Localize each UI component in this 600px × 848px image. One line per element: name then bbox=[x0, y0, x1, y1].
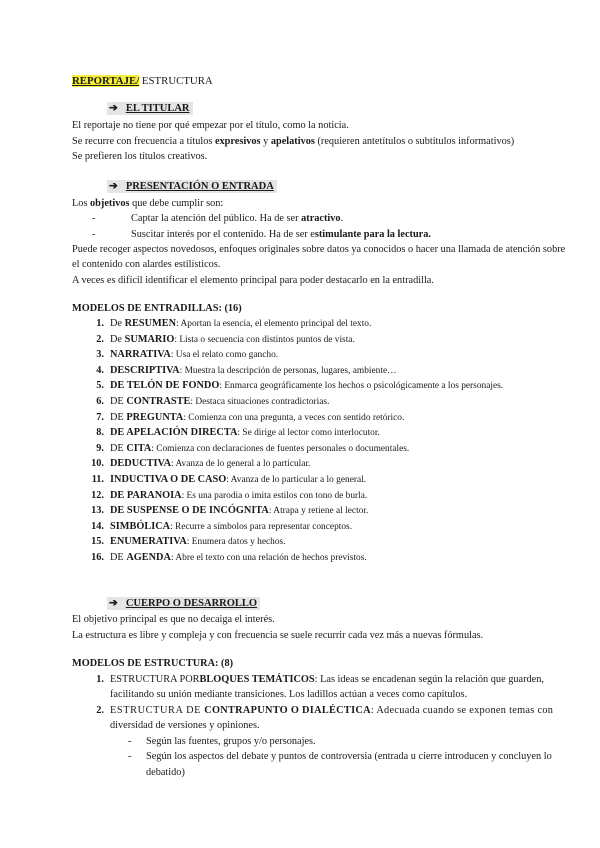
arrow-icon: ➔ bbox=[109, 181, 118, 192]
title-rest: ESTRUCTURA bbox=[139, 75, 213, 87]
section-heading-entrada: ➔ PRESENTACIÓN O ENTRADA bbox=[107, 179, 277, 195]
list-number: 15. bbox=[91, 536, 104, 548]
list-number: 2. bbox=[96, 705, 104, 716]
dash-bullet: - bbox=[92, 229, 96, 240]
list-number: 7. bbox=[96, 411, 104, 423]
paragraph-line: El objetivo principal es que no decaiga el interés. bbox=[72, 614, 275, 625]
document-title bbox=[72, 74, 213, 90]
section-heading-cuerpo: ➔ CUERPO O DESARROLLO bbox=[107, 596, 260, 612]
estructura-item-cont: facilitando su unión mediante transiciones. Los ladillos actúan a veces como capítulos. bbox=[110, 689, 468, 700]
entradilla-item: DE PARANOIA: Es una parodia o imita estilos con tono de burla. bbox=[110, 489, 368, 501]
paragraph-line: Los objetivos que debe cumplir son: bbox=[72, 198, 224, 209]
entradilla-item: SIMBÓLICA: Recurre a símbolos para representar conceptos. bbox=[110, 520, 353, 532]
entradilla-item: DE TELÓN DE FONDO: Enmarca geográficamente los hechos o psicológicamente a los personajes. bbox=[110, 380, 504, 392]
dash-bullet: - bbox=[128, 736, 132, 747]
paragraph-line: La estructura es libre y compleja y con frecuencia se suele recurrir cada vez más a nuevas fórmulas. bbox=[72, 630, 484, 641]
paragraph-line: el contenido con alardes estilísticos. bbox=[72, 259, 221, 270]
paragraph-line: El reportaje no tiene por qué empezar por el título, como la noticia. bbox=[72, 120, 349, 131]
goal-item: Suscitar interés por el contenido. Ha de ser estimulante para la lectura. bbox=[131, 229, 431, 240]
entradilla-item: NARRATIVA: Usa el relato como gancho. bbox=[110, 349, 279, 361]
paragraph-line: Se recurre con frecuencia a títulos expresivos y apelativos (requieren antetítulos o subtítulos informativos) bbox=[72, 136, 515, 147]
estructura-item: ESTRUCTURA DE CONTRAPUNTO O DIALÉCTICA: Adecuada cuando se exponen temas con bbox=[110, 705, 554, 716]
list-number: 3. bbox=[96, 349, 104, 361]
list-number: 13. bbox=[91, 505, 104, 517]
paragraph-line: A veces es difícil identificar el elemento principal para poder destacarlo en la entradilla. bbox=[72, 275, 434, 286]
sub-item: Según las fuentes, grupos y/o personajes. bbox=[146, 736, 316, 747]
entradilla-item: DE PREGUNTA: Comienza con una pregunta, a veces con sentido retórico. bbox=[110, 411, 405, 423]
entradilla-item: DESCRIPTIVA: Muestra la descripción de personas, lugares, ambiente… bbox=[110, 364, 397, 376]
entradilla-item: DE AGENDA: Abre el texto con una relación de hechos previstos. bbox=[110, 552, 367, 563]
entradilla-item: De SUMARIO: Lista o secuencia con distintos puntos de vista. bbox=[110, 333, 355, 345]
paragraph-line: Se prefieren los títulos creativos. bbox=[72, 151, 208, 162]
paragraph-line: Puede recoger aspectos novedosos, enfoques originales sobre datos ya conocidos o hacer una llamada de atención sobre bbox=[72, 244, 566, 255]
goal-item: Captar la atención del público. Ha de ser atractivo. bbox=[131, 213, 344, 224]
entradilla-item: DEDUCTIVA: Avanza de lo general a lo particular. bbox=[110, 458, 311, 470]
entradillas-heading: MODELOS DE ENTRADILLAS: (16) bbox=[72, 303, 242, 314]
list-number: 8. bbox=[96, 427, 104, 439]
list-number: 6. bbox=[96, 396, 104, 407]
list-number: 12. bbox=[91, 489, 104, 501]
entradilla-item: DE CITA: Comienza con declaraciones de fuentes personales o documentales. bbox=[110, 442, 410, 454]
list-number: 5. bbox=[96, 380, 104, 392]
entradilla-item: De RESUMEN: Aportan la esencia, el elemento principal del texto. bbox=[110, 318, 372, 329]
estructura-item: ESTRUCTURA POR BLOQUES TEMÁTICOS: Las ideas se encadenan según la relación que guarden, bbox=[110, 674, 544, 685]
list-number: 2. bbox=[96, 333, 104, 345]
list-number: 4. bbox=[96, 364, 104, 376]
dash-bullet: - bbox=[128, 751, 132, 762]
estructura-heading: MODELOS DE ESTRUCTURA: (8) bbox=[72, 658, 234, 669]
entradilla-item: ENUMERATIVA: Enumera datos y hechos. bbox=[110, 536, 286, 548]
dash-bullet: - bbox=[92, 213, 96, 224]
entradilla-item: DE CONTRASTE: Destaca situaciones contradictorias. bbox=[110, 396, 330, 407]
estructura-item-cont: diversidad de versiones y opiniones. bbox=[110, 720, 260, 731]
title-highlight: REPORTAJE/ bbox=[72, 75, 140, 87]
list-number: 10. bbox=[91, 458, 104, 470]
list-number: 16. bbox=[91, 552, 104, 563]
list-number: 1. bbox=[96, 318, 104, 329]
arrow-icon: ➔ bbox=[109, 598, 118, 609]
list-number: 9. bbox=[96, 442, 104, 454]
sub-item: Según los aspectos del debate y puntos de controversia (entrada u cierre introducen y concluyen lo bbox=[146, 751, 552, 762]
entradilla-item: DE SUSPENSE O DE INCÓGNITA: Atrapa y retiene al lector. bbox=[110, 505, 369, 517]
entradilla-item: DE APELACIÓN DIRECTA: Se dirige al lector como interlocutor. bbox=[110, 427, 380, 439]
entradilla-item: INDUCTIVA O DE CASO: Avanza de lo particular a lo general. bbox=[110, 474, 367, 485]
sub-item-cont: debatido) bbox=[146, 767, 185, 778]
list-number: 1. bbox=[96, 674, 104, 685]
arrow-icon: ➔ bbox=[109, 103, 118, 114]
list-number: 14. bbox=[91, 520, 104, 532]
list-number: 11. bbox=[91, 474, 104, 485]
section-heading-titular: ➔ EL TITULAR bbox=[107, 101, 193, 117]
